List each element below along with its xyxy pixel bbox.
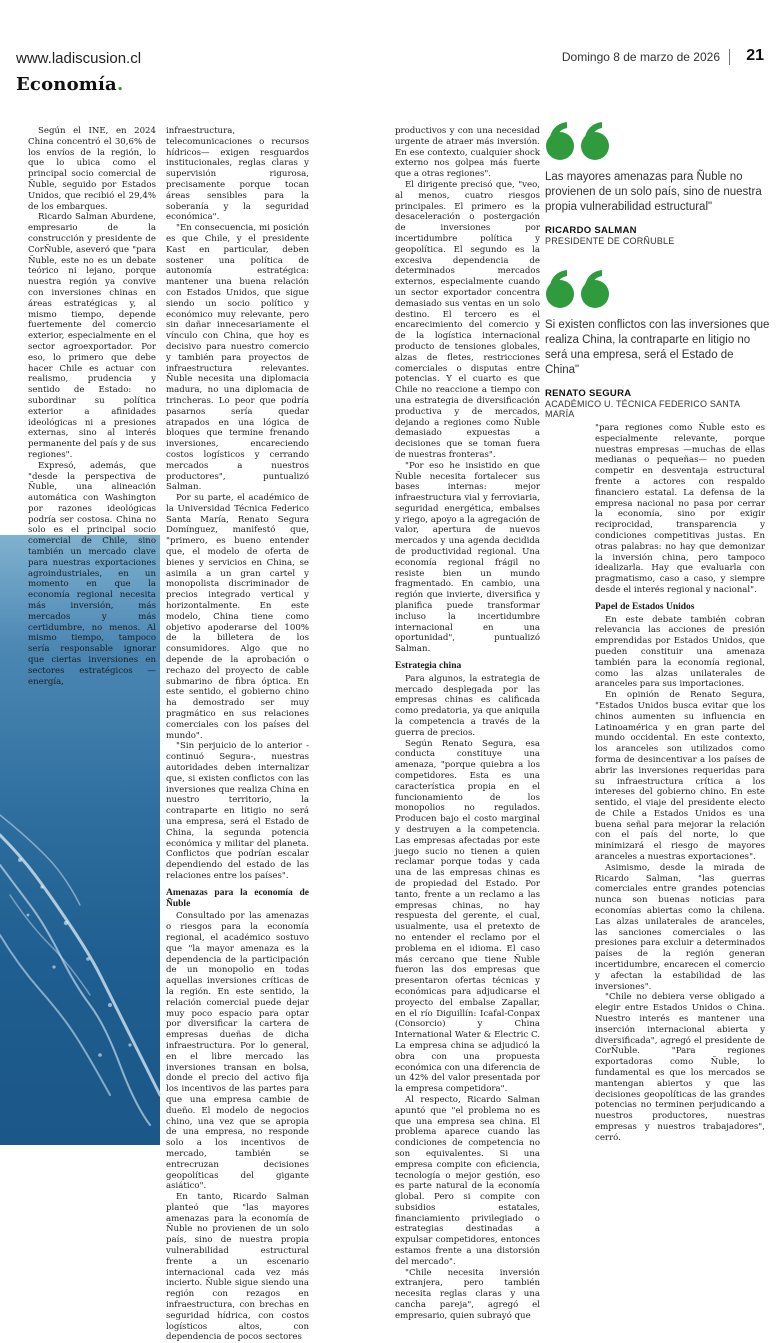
page-number: 21 [746, 47, 764, 64]
article-paragraph: Expresó, además, que "desde la perspectiva de Ñuble, una alineación automática con Washington por razones ideológicas podría ser costosa. China no solo es el principal socio comercial de Chile, sino también un mercado clave para nuestras exportaciones agroindustriales, en un momento en que la economía regional necesita más inversión, más mercados y más certidumbre, no menos. Al mismo tiempo, tampoco sería responsable ignorar que ciertas inversiones en sectores estratégicos —energía, [28, 460, 156, 687]
article-paragraph: En tanto, Ricardo Salman planteó que "las mayores amenazas para la economía de Ñuble no provienen de un solo país, sino de nuestra propia vulnerabilidad estructural frente a un escenario internacional cada vez más incierto. Ñuble sigue siendo una región con rezagos en infraestructura, con brechas en seguridad hídrica, con costos logísticos altos, con dependencia de pocos sectores [166, 1192, 309, 1343]
header-date: Domingo 8 de marzo de 2026 [561, 50, 720, 64]
article-paragraph: productivos y con una necesidad urgente de atraer más inversión. En ese contexto, cualquier shock externo nos golpea más fuerte que a otras regiones". [395, 126, 540, 180]
article-column-4 [595, 423, 765, 1143]
pull-quote-2 [545, 268, 770, 419]
section-title-text: Economía [16, 74, 117, 95]
quote-mark-icon [545, 268, 613, 310]
article-column-2 [166, 126, 309, 1343]
article-paragraph: "Chile no debiera verse obligado a elegir entre Estados Unidos o China. Nuestro interés es mantener una inserción internacional abierta y diversificada", agregó el presidente de CorÑuble. "Para regiones exportadoras como Ñuble, lo fundamental es que los mercados se mantengan abiertos y que las decisiones geopolíticas de las grandes potencias no terminen perjudicando a nuestros productores, nuestras empresas y nuestros trabajadores", cerró. [595, 992, 765, 1143]
subheading-amenazas: Amenazas para la economía de Ñuble [166, 887, 309, 909]
article-paragraph: Para algunos, la estrategia de mercado desplegada por las empresas chinas es calificada como predatoria, ya que aniquila la competencia a través de la guerra de precios. [395, 673, 540, 738]
article-paragraph: Según el INE, en 2024 China concentró el 30,6% de los envíos de la región, lo que lo ubica como el principal socio comercial de Ñuble, seguido por Estados Unidos, que recibió el 29,4% de los embarques. [28, 126, 156, 212]
quote-author-name: RENATO SEGURA [545, 388, 632, 399]
article-paragraph: Asimismo, desde la mirada de Ricardo Salman, "las guerras comerciales entre grandes potencias nunca son buenas noticias para economías abiertas como la chilena. Las alzas unilaterales de aranceles, las sanciones comerciales o las presiones para excluir a determinados países de la región generan incertidumbre, encarecen el comercio y afectan la estabilidad de las inversiones". [595, 862, 765, 992]
article-paragraph: "Por eso he insistido en que Ñuble necesita fortalecer sus bases internas: mejor infraestructura vial y ferroviaria, seguridad energética, embalses y riego, apoyo a la agregación de valor, apertura de nuevos mercados y una agenda decidida de productividad regional. Una economía regional frágil no resiste bien un mundo fragmentado. En cambio, una región que invierte, diversifica y planifica puede transformar incluso la incertidumbre internacional en una oportunidad", puntualizó Salman. [395, 460, 540, 655]
article-paragraph: "Sin perjuicio de lo anterior -continuó Segura-, nuestras autoridades deben internalizar que, si existen conflictos con las inversiones que realiza China en nuestro territorio, la contraparte en litigio no será una empresa, será el Estado de China, la segunda potencia económica y militar del planeta. Conflictos que podrían escalar dependiendo del estado de las relaciones entre los países". [166, 741, 309, 881]
subheading-estrategia: Estrategia china [395, 661, 462, 672]
section-title-dot: . [116, 74, 124, 95]
quote-author-role: PRESIDENTE DE CORÑUBLE [545, 236, 675, 246]
article-paragraph: Por su parte, el académico de la Universidad Técnica Federico Santa María, Renato Segura Domínguez, manifestó que, "primero, es bueno entender que, el modelo de oferta de bienes y servicios en China, se asimila a un gran cartel y monopolista discriminador de precios integrado vertical y horizontalmente. En este modelo, China tiene como objetivo apoderarse del 100% de la billetera de los consumidores. Algo que no depende de la aprobación o rechazo del proyecto de cable submarino de fibra óptica. En este sentido, el gobierno chino ha demostrado ser muy pragmático en sus relaciones comerciales con los países del mundo". [166, 493, 309, 741]
header-separator [729, 49, 730, 65]
quote-author-role: ACADÉMICO U. TÉCNICA FEDERICO SANTA MARÍA [545, 399, 740, 419]
pull-quote-1 [545, 120, 770, 246]
article-paragraph: "En consecuencia, mi posición es que Chile, y el presidente Kast en particular, deben sostener una política de autonomía estratégica: mantener una buena relación con Estados Unidos, que sigue siendo un socio político y económico muy relevante, pero sin dañar innecesariamente el vínculo con China, que hoy es decisivo para nuestro comercio y también para proyectos de infraestructura relevantes. Ñuble necesita una diplomacia madura, no una diplomacia de trincheras. Lo peor que podría pasarnos sería quedar atrapados en una lógica de bloques que termine frenando inversiones, encareciendo costos logísticos y cerrando mercados a nuestros productores", puntualizó Salman. [166, 223, 309, 493]
article-paragraph: "para regiones como Ñuble esto es especialmente relevante, porque nuestras empresas —muchas de ellas medianas o pequeñas— no pueden competir en desventaja estructural frente a actores con respaldo financiero estatal. La defensa de la empresa nacional no pasa por cerrar la economía, sino por exigir reciprocidad, transparencia y condiciones competitivas justas. En otras palabras: no hay que demonizar la inversión china, pero tampoco idealizarla. Hay que evaluarla con pragmatismo, caso a caso, y siempre desde el interés regional y nacional". [595, 423, 765, 595]
article-paragraph: "Chile necesita inversión extranjera, pero también necesita reglas claras y una cancha pareja", agregó el empresario, quien subrayó que [395, 1267, 540, 1321]
quote-author-name: RICARDO SALMAN [545, 225, 637, 236]
quote-text: Si existen conflictos con las inversiones que realiza China, la contraparte en litigio no será una empresa, será el Estado de China" [545, 319, 770, 376]
article-paragraph: Ricardo Salman Aburdene, empresario de la construcción y presidente de CorÑuble, aseveró que "para Ñuble, este no es un debate teórico ni lejano, porque nuestra región ya convive con inversiones chinas en áreas estratégicas y, al mismo tiempo, depende fuertemente del comercio exterior, especialmente en el sector agroexportador. Por eso, lo primero que debe hacer Chile es actuar con realismo, prudencia y sentido de Estado: no subordinar su política exterior a afinidades ideológicas ni a presiones externas, sino al interés permanente del país y de sus regiones". [28, 212, 156, 460]
article-column-1 [28, 126, 156, 687]
quote-text: Las mayores amenazas para Ñuble no provienen de un solo país, sino de nuestra propia vulnerabilidad estructural" [545, 171, 762, 213]
header-site[interactable]: www.ladiscusion.cl [16, 50, 142, 67]
article-paragraph: Al respecto, Ricardo Salman apuntó que "el problema no es que una empresa sea china. El problema aparece cuando las condiciones de competencia no son equivalentes. Si una empresa compite con eficiencia, tecnología o mejor gestión, eso es parte natural de la economía global. Pero si compite con subsidios estatales, financiamiento privilegiado o estrategias destinadas a expulsar competidores, entonces estamos frente a una distorsión del mercado". [395, 1094, 540, 1267]
quote-mark-icon [545, 120, 613, 162]
subheading-estados-unidos: Papel de Estados Unidos [595, 601, 695, 612]
article-paragraph: En opinión de Renato Segura, "Estados Unidos busca evitar que los chinos aumenten su influencia en Latinoamérica y en gran parte del mundo occidental. En este contexto, los aranceles son utilizados como forma de desincentivar a los países de abrir las inversiones requeridas para su infraestructura crítica a los intereses del gobierno chino. En este sentido, el viaje del presidente electo de Chile a Estados Unidos es una buena señal para mejorar la relación con el país del norte, lo que minimizará el riesgo de mayores aranceles a nuestras exportaciones". [595, 690, 765, 863]
article-paragraph: Consultado por las amenazas o riesgos para la economía regional, el académico sostuvo que "la mayor amenaza es la dependencia de la participación de un monopolio en todas aquellas inversiones críticas de la región. En este sentido, la relación comercial puede dejar muy poco espacio para optar por diversificar la cartera de empresas dueñas de dicha infraestructura. Por lo general, en el libre mercado las inversiones transan en bolsa, donde el precio del activo fija los incentivos de las partes para que una empresa cambie de dueño. El modelo de negocios chino, una vez que se apropia de una empresa, no responde solo a los incentivos de mercado, también se entrecruzan decisiones geopolíticas del gigante asiático". [166, 911, 309, 1192]
section-title [16, 74, 123, 95]
article-paragraph: En este debate también cobran relevancia las acciones de presión emprendidas por Estados Unidos, que pueden constituir una amenaza también para la economía regional, como las alzas unilaterales de aranceles para sus importaciones. [595, 614, 765, 690]
article-paragraph: infraestructura, telecomunicaciones o recursos hídricos— exigen resguardos institucionales, reglas claras y supervisión rigurosa, precisamente porque tocan áreas sensibles para la soberanía y la seguridad económica". [166, 126, 309, 223]
article-paragraph: El dirigente precisó que, "veo, al menos, cuatro riesgos principales. El primero es la desaceleración o postergación de inversiones por incertidumbre política y geopolítica. El segundo es la excesiva dependencia de determinados mercados externos, especialmente cuando un sector exportador concentra demasiado sus ventas en un solo destino. El tercero es el encarecimiento del comercio y de la logística internacional producto de tensiones globales, alzas de fletes, restricciones comerciales o disputas entre potencias. Y el cuarto es que Chile no reaccione a tiempo con una estrategia de diversificación productiva y de mercados, dejando a regiones como Ñuble demasiado expuestas a decisiones que se toman fuera de nuestras fronteras". [395, 179, 540, 460]
article-column-3 [395, 126, 540, 1321]
article-paragraph: Según Renato Segura, esa conducta constituye una amenaza, "porque quiebra a los competidores. Esta es una característica propia en el funcionamiento de los monopolios no regulados. Producen bajo el costo marginal y destruyen a la competencia. Las empresas afectadas por este juego sucio no tienen a quien reclamar porque todas y cada una de las empresas chinas es de propiedad del Estado. Por tanto, frente a un reclamo a las empresas chinas, no hay respuesta del gerente, el cual, usualmente, usa el pretexto de no entender el reclamo por el problema en el idioma. El caso más cercano que tiene Ñuble fueron las dos empresas que presentaron ofertas técnicas y económicas para adjudicarse el proyecto del embalse Zapallar, en el río Diguillín: Icafal-Conpax (Consorcio) y China International Water & Electric C. La empresa china se adjudicó la obra con una propuesta económica con una diferencia de un 42% del valor presentada por la empresa competidora". [395, 738, 540, 1095]
